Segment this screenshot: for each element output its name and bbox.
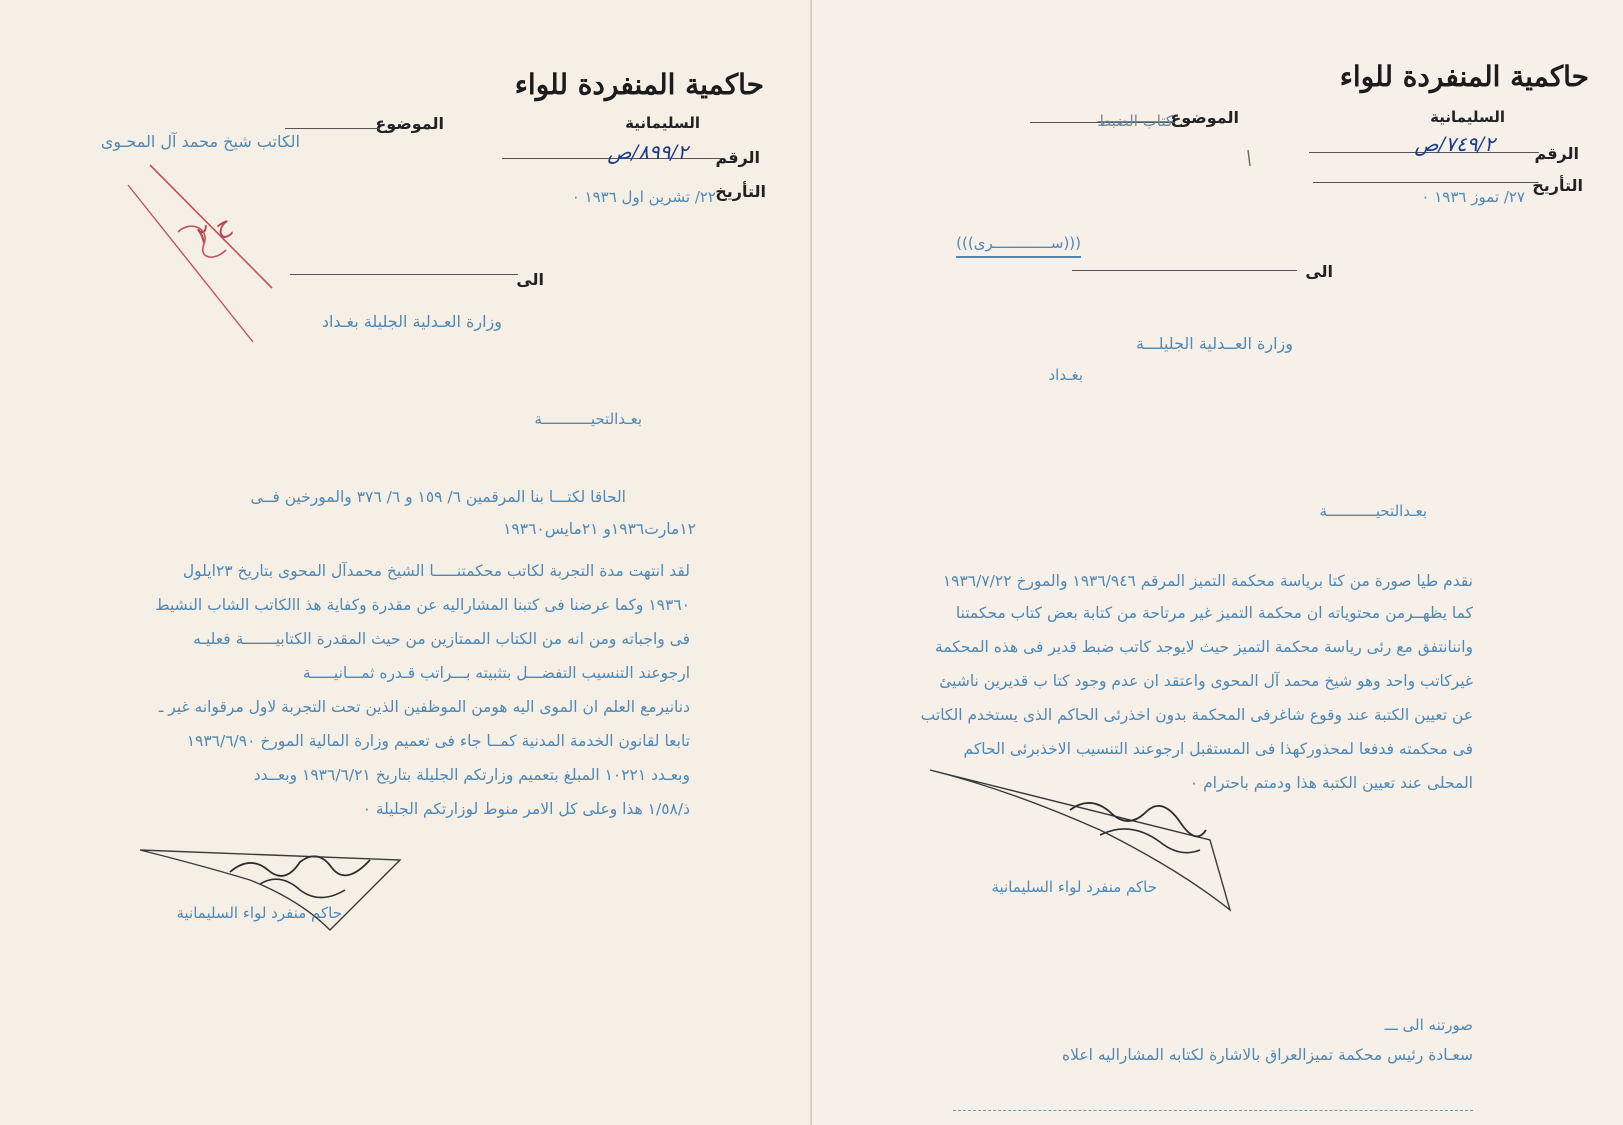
body-line: نقدم طيا صورة من كتا برياسة محكمة التميز المرقم ١٩٣٦/٩٤٦ والمورخ ١٩٣٦/٧/٢٢: [942, 572, 1473, 590]
copy-to-line: سعـادة رئيس محكمة تميزالعراق بالاشارة لكتابه المشاراليه اعلاه: [1062, 1046, 1473, 1064]
signature-right: [930, 770, 1230, 910]
body-line: غيركاتب واحد وهو شيخ محمد آل المحوى واعتقد ان عدم وجود كتا ب قديرين ناشيئ: [939, 672, 1473, 690]
subject-label: الموضوع: [375, 114, 444, 133]
subject-value: كتاب الضبط: [1097, 112, 1173, 130]
signatory: حاكم منفرد لواء السليمانية: [176, 904, 342, 922]
red-pen-stroke: [150, 165, 272, 288]
addressee: وزارة العــدلية الجليلـــة: [1136, 334, 1293, 353]
number-value: ٨٩٩/٢/ص: [607, 140, 688, 164]
body-line: واننانتفق مع رئى رياسة محكمة التميز حيث لايوجد كاتب ضبط قدير فى هذه المحكمة: [935, 638, 1473, 656]
letterhead-city: السليمانية: [625, 114, 700, 132]
date-label: التأريخ: [1532, 176, 1583, 195]
addressee-city: بغـداد: [1048, 366, 1083, 384]
subject-value: الكاتب شيخ محمد آل المحـوى: [100, 132, 300, 151]
signatory: حاكم منفرد لواء السليمانية: [991, 878, 1157, 896]
greeting: بعـدالتحيـــــــــــة: [1319, 502, 1427, 520]
confidential-marking: (((ســـــــــــــرى))): [956, 234, 1081, 258]
copy-to-label: صورتنه الى ـــ: [1384, 1016, 1473, 1034]
date-value: ٢٢/ تشرين اول ١٩٣٦ ٠: [571, 188, 716, 206]
greeting: بعـدالتحيـــــــــــة: [534, 410, 642, 428]
body-line: تابعا لقانون الخدمة المدنية كمــا جاء فى تعميم وزارة المالية المورخ ١٩٣٦/٦/٩٠: [186, 732, 690, 750]
body-line: دنانيرمع العلم ان الموى اليه هومن الموظفين الذين تحت التجربة لاول مرقوانه غير ـ: [158, 698, 690, 716]
addressee: وزارة العـدلية الجليلة بغـداد: [321, 312, 502, 331]
pen-tick: [1248, 150, 1250, 166]
to-label: الى: [516, 270, 544, 289]
body-line: المحلى عند تعيين الكتبة هذا ودمتم باحترام ٠: [1189, 774, 1473, 792]
body-line: الحاقا لكتـــا بنا المرقمين ٦/ ١٥٩ و ٦/ ٣٧٦ والمورخين فــى: [250, 488, 626, 506]
body-line: لقد انتهت مدة التجربة لكاتب محكمتنـــــا الشيخ محمدآل المحوى بتاريخ ٢٣ايلول: [182, 562, 690, 580]
body-line: عن تعيين الكتبة عند وقوع شاغرفى المحكمة بدون اخذرئى الحاكم الذى يستخدم الكاتب: [920, 706, 1473, 724]
letterhead-title: حاكمية المنفردة للواء: [1339, 60, 1589, 93]
to-label: الى: [1305, 262, 1333, 281]
red-pen-scribble: [178, 226, 226, 257]
body-line: كما يظهــرمن محتوياته ان محكمة التميز غير مرتاحة من كتابة بعض كتاب محكمتنا: [955, 604, 1473, 622]
body-line: فى محكمته فدفعا لمحذوركهذا فى المستقبل ارجوعند التنسيب الاخذبرئى الحاكم: [963, 740, 1473, 758]
body-line: ارجوعند التنسيب التفضـــل بتثبيته بـــراتب قـدره ثمـــانيـــــة: [302, 664, 690, 682]
number-label: الرقم: [715, 148, 760, 167]
subject-label: الموضوع: [1170, 108, 1239, 127]
body-line: وبعـدد ١٠٢٢١ المبلغ بتعميم وزارتكم الجليلة بتاريخ ١٩٣٦/٦/٢١ وبعــدد: [253, 766, 690, 784]
margin-note: ح ٢: [189, 209, 235, 251]
body-line: فى واجباته ومن انه من الكتاب الممتازين من حيث المقدرة الكتابيـــــــة فعليـه: [193, 630, 690, 648]
signature-left: [140, 850, 400, 930]
date-label: التأريخ: [715, 182, 766, 201]
body-line: ذ/١/٥٨ هذا وعلى كل الامر منوط لوزارتكم الجليلة ٠: [362, 800, 690, 818]
date-value: ٢٧/ تموز ١٩٣٦ ٠: [1421, 188, 1525, 206]
body-line: ١٢مارت١٩٣٦و ٢١مايس١٩٣٦٠: [503, 520, 696, 538]
number-label: الرقم: [1534, 144, 1579, 163]
number-value: ٧٤٩/٢/ص: [1414, 132, 1495, 156]
letterhead-title: حاكمية المنفردة للواء: [514, 68, 764, 101]
body-line: ١٩٣٦٠ وكما عرضنا فى كتبنا المشاراليه عن مقدرة وكفاية هذ االكاتب الشاب النشيط: [155, 596, 690, 614]
letterhead-city: السليمانية: [1430, 108, 1505, 126]
red-pen-stroke: [128, 185, 253, 342]
